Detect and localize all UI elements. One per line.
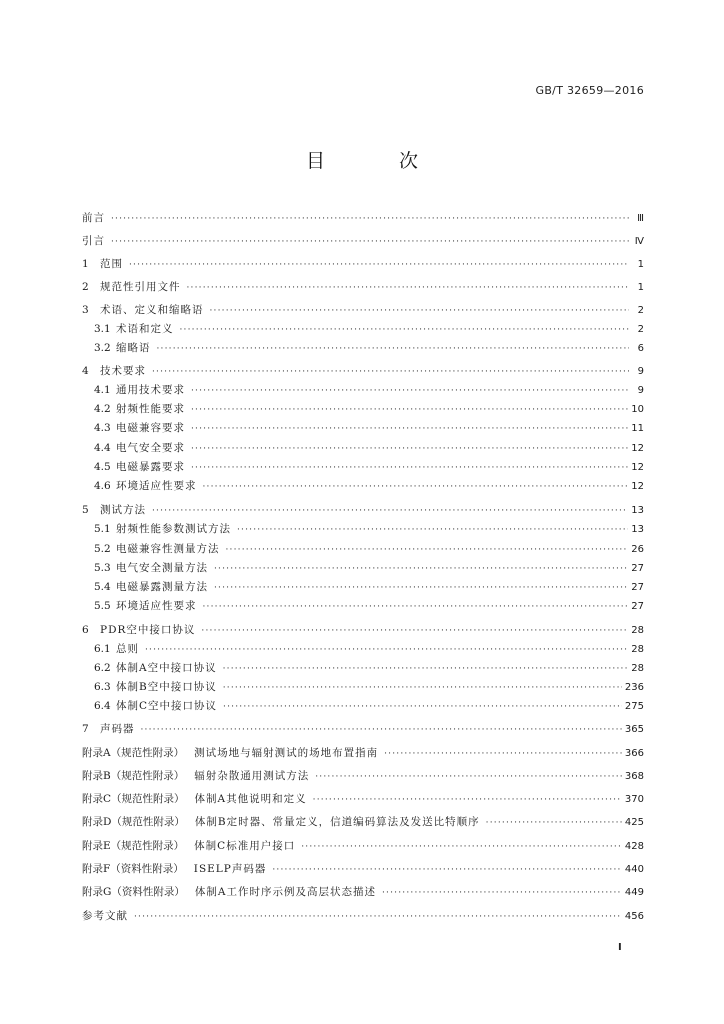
toc-entry-page: 12	[631, 481, 644, 492]
toc-entry-number: 4.6	[94, 480, 111, 492]
dot-leader	[157, 343, 630, 355]
toc-entry[interactable]	[82, 662, 644, 675]
toc-entry-number: 5.5	[94, 600, 111, 612]
toc-entry-page: 26	[631, 544, 644, 555]
toc-entry[interactable]	[82, 700, 644, 713]
toc-entry-number: 4.3	[94, 422, 111, 434]
dot-leader	[187, 282, 630, 294]
toc-entry-label: 电磁暴露要求	[116, 461, 185, 473]
toc-entry-page: 27	[631, 601, 644, 612]
toc-entry-number: 附录D（规范性附录）	[82, 816, 185, 828]
toc-entry-page: 9	[637, 385, 644, 396]
toc-entry[interactable]	[82, 723, 644, 736]
toc-entry-page: 366	[624, 748, 644, 759]
dot-leader	[313, 794, 622, 806]
toc-entry[interactable]	[82, 304, 644, 317]
toc-entry[interactable]	[82, 681, 644, 694]
toc-entry-label: 电磁暴露测量方法	[116, 581, 208, 593]
page-title: 目 次	[305, 150, 453, 172]
toc-entry-page: 440	[624, 864, 644, 875]
toc-entry-number: 5.4	[94, 581, 111, 593]
toc-entry-label: 体制B空中接口协议	[116, 681, 217, 693]
standard-code: GB/T 32659—2016	[535, 84, 644, 97]
dot-leader	[191, 385, 629, 397]
toc-entry-number: 附录F（资料性附录）	[82, 863, 184, 875]
toc-entry[interactable]	[82, 863, 644, 876]
dot-leader	[272, 864, 622, 876]
toc-entry-page: 10	[631, 404, 644, 415]
dot-leader	[223, 663, 629, 675]
dot-leader	[180, 324, 630, 336]
toc-entry-page: 425	[624, 817, 644, 828]
toc-entry[interactable]	[82, 770, 644, 783]
toc-entry-page: 365	[624, 724, 644, 735]
toc-entry-page: 275	[624, 701, 644, 712]
toc-entry[interactable]	[82, 543, 644, 556]
toc-entry-page: 28	[631, 663, 644, 674]
toc-entry-label: 体制A其他说明和定义	[194, 793, 307, 805]
toc-entry-page: 2	[637, 305, 644, 316]
dot-leader	[111, 213, 629, 225]
toc-entry[interactable]	[82, 886, 644, 899]
toc-entry-page: 428	[624, 841, 644, 852]
toc-entry-label: 辐射杂散通用测试方法	[194, 770, 310, 782]
toc-entry-page: 27	[631, 563, 644, 574]
toc-entry[interactable]	[82, 323, 644, 336]
toc-entry-label: 引言	[82, 235, 105, 247]
toc-entry[interactable]	[82, 384, 644, 397]
toc-entry-page: 6	[637, 343, 644, 354]
toc-entry-number: 4.4	[94, 442, 111, 454]
dot-leader	[214, 563, 628, 575]
toc-entry-page: 449	[624, 887, 644, 898]
toc-entry-page: 370	[624, 794, 644, 805]
toc-entry-number: 6.1	[94, 643, 111, 655]
toc-entry-number: 附录E（规范性附录）	[82, 840, 185, 852]
dot-leader	[191, 462, 628, 474]
toc-entry-number: 5.2	[94, 543, 111, 555]
toc-entry-page: 1	[637, 259, 644, 270]
toc-entry-number: 5.1	[94, 523, 111, 535]
toc-entry-label: PDR空中接口协议	[100, 624, 196, 636]
toc-entry-label: 射频性能参数测试方法	[116, 523, 231, 535]
dot-leader	[203, 601, 629, 613]
toc-entry[interactable]	[82, 581, 644, 594]
toc-entry-page: 12	[631, 462, 644, 473]
dot-leader	[141, 724, 622, 736]
dot-leader	[237, 524, 628, 536]
toc-entry-label: 声码器	[100, 723, 135, 735]
toc-entry-label: 体制B定时器、常量定义，信道编码算法及发送比特顺序	[194, 816, 480, 828]
toc-entry-label: 体制A工作时序示例及高层状态描述	[194, 886, 376, 898]
toc-entry-page: 28	[631, 644, 644, 655]
toc-entry-label: 技术要求	[100, 365, 146, 377]
toc-entry[interactable]	[82, 403, 644, 416]
toc-entry-number: 附录G（资料性附录）	[82, 886, 185, 898]
toc-entry-label: 缩略语	[116, 342, 151, 354]
dot-leader	[152, 505, 628, 517]
dot-leader	[191, 443, 628, 455]
toc-entry-label: 通用技术要求	[116, 384, 185, 396]
toc-entry-label: 电气安全要求	[116, 442, 185, 454]
dot-leader	[226, 544, 629, 556]
toc-entry[interactable]	[82, 562, 644, 575]
toc-entry-label: ISELP声码器	[193, 863, 267, 875]
page-number: I	[618, 942, 622, 953]
toc-entry[interactable]	[82, 910, 644, 923]
toc-entry[interactable]	[82, 480, 644, 493]
toc-entry[interactable]	[82, 816, 644, 829]
toc-entry-page: 13	[631, 524, 644, 535]
toc-entry-label: 电磁兼容性测量方法	[116, 543, 220, 555]
toc-entry[interactable]	[82, 624, 644, 637]
toc-entry[interactable]	[82, 365, 644, 378]
toc-entry-number: 3.2	[94, 342, 111, 354]
dot-leader	[191, 423, 628, 435]
toc-entry[interactable]	[82, 258, 644, 271]
toc-entry-label: 电气安全测量方法	[116, 562, 208, 574]
toc-entry[interactable]	[82, 747, 644, 760]
toc-entry-number: 5	[82, 504, 89, 516]
dot-leader	[315, 771, 622, 783]
toc-entry-label: 射频性能要求	[116, 403, 185, 415]
toc-entry-number: 附录A（规范性附录）	[82, 747, 185, 759]
toc-entry-number: 1	[82, 258, 89, 270]
toc-entry[interactable]	[82, 461, 644, 474]
toc-entry-number: 4.5	[94, 461, 111, 473]
dot-leader	[382, 887, 622, 899]
toc-entry-label: 术语和定义	[116, 323, 174, 335]
toc-entry-number: 附录B（规范性附录）	[82, 770, 185, 782]
toc-entry-number: 6.2	[94, 662, 111, 674]
toc-entry[interactable]	[82, 600, 644, 613]
toc-entry[interactable]	[82, 442, 644, 455]
toc-entry-number: 2	[82, 281, 89, 293]
toc-entry-page: 368	[624, 771, 644, 782]
dot-leader	[223, 701, 622, 713]
toc-entry-page: 12	[631, 443, 644, 454]
toc-entry-page: 456	[624, 911, 644, 922]
toc-entry-label: 术语、定义和缩略语	[100, 304, 204, 316]
toc-entry-number: 6	[82, 624, 89, 636]
toc-entry-number: 4	[82, 365, 89, 377]
toc-entry-page: 13	[631, 505, 644, 516]
dot-leader	[210, 305, 630, 317]
toc-entry[interactable]	[82, 235, 644, 248]
toc-entry[interactable]	[82, 643, 644, 656]
toc-entry-number: 7	[82, 723, 89, 735]
toc-entry-number: 3	[82, 304, 89, 316]
dot-leader	[111, 236, 629, 248]
toc-entry-label: 电磁兼容要求	[116, 422, 185, 434]
toc-entry-number: 4.2	[94, 403, 111, 415]
toc-entry[interactable]	[82, 342, 644, 355]
toc-entry-page: 28	[631, 625, 644, 636]
toc-entry-label: 体制C空中接口协议	[116, 700, 218, 712]
dot-leader	[301, 841, 622, 853]
toc-entry-page: 1	[637, 282, 644, 293]
toc-entry-label: 参考文献	[82, 910, 128, 922]
dot-leader	[223, 682, 622, 694]
dot-leader	[486, 817, 622, 829]
toc-entry-label: 测试方法	[100, 504, 146, 516]
toc-entry-page: 236	[624, 682, 644, 693]
toc-entry-label: 前言	[82, 212, 105, 224]
toc-entry-page: 2	[637, 324, 644, 335]
toc-entry-page: Ⅲ	[637, 213, 644, 224]
dot-leader	[384, 748, 622, 760]
dot-leader	[152, 366, 629, 378]
toc-entry[interactable]	[82, 281, 644, 294]
toc-entry-number: 3.1	[94, 323, 111, 335]
toc-entry-label: 环境适应性要求	[116, 480, 197, 492]
dot-leader	[129, 259, 629, 271]
toc-entry-label: 体制C标准用户接口	[194, 840, 296, 852]
toc-entry[interactable]	[82, 523, 644, 536]
toc-entry-number: 6.3	[94, 681, 111, 693]
toc-entry-page: 11	[631, 423, 644, 434]
toc-entry-number: 附录C（规范性附录）	[82, 793, 185, 805]
toc-entry[interactable]	[82, 840, 644, 853]
toc-entry[interactable]	[82, 504, 644, 517]
toc-entry-number: 5.3	[94, 562, 111, 574]
toc-entry[interactable]	[82, 793, 644, 806]
toc-entry-label: 范围	[100, 258, 123, 270]
dot-leader	[201, 625, 628, 637]
toc-entry-label: 体制A空中接口协议	[116, 662, 217, 674]
toc-entry-page: 27	[631, 582, 644, 593]
toc-entry-page: Ⅳ	[634, 236, 644, 247]
toc-entry-page: 9	[637, 366, 644, 377]
dot-leader	[134, 911, 622, 923]
toc-entry[interactable]	[82, 212, 644, 225]
dot-leader	[191, 404, 628, 416]
toc-entry-label: 测试场地与辐射测试的场地布置指南	[194, 747, 379, 759]
toc-entry[interactable]	[82, 422, 644, 435]
toc-entry-number: 4.1	[94, 384, 111, 396]
toc-entry-label: 环境适应性要求	[116, 600, 197, 612]
toc-entry-number: 6.4	[94, 700, 111, 712]
dot-leader	[145, 644, 628, 656]
dot-leader	[214, 582, 628, 594]
dot-leader	[203, 481, 629, 493]
toc-entry-label: 规范性引用文件	[100, 281, 181, 293]
toc-entry-label: 总则	[116, 643, 139, 655]
